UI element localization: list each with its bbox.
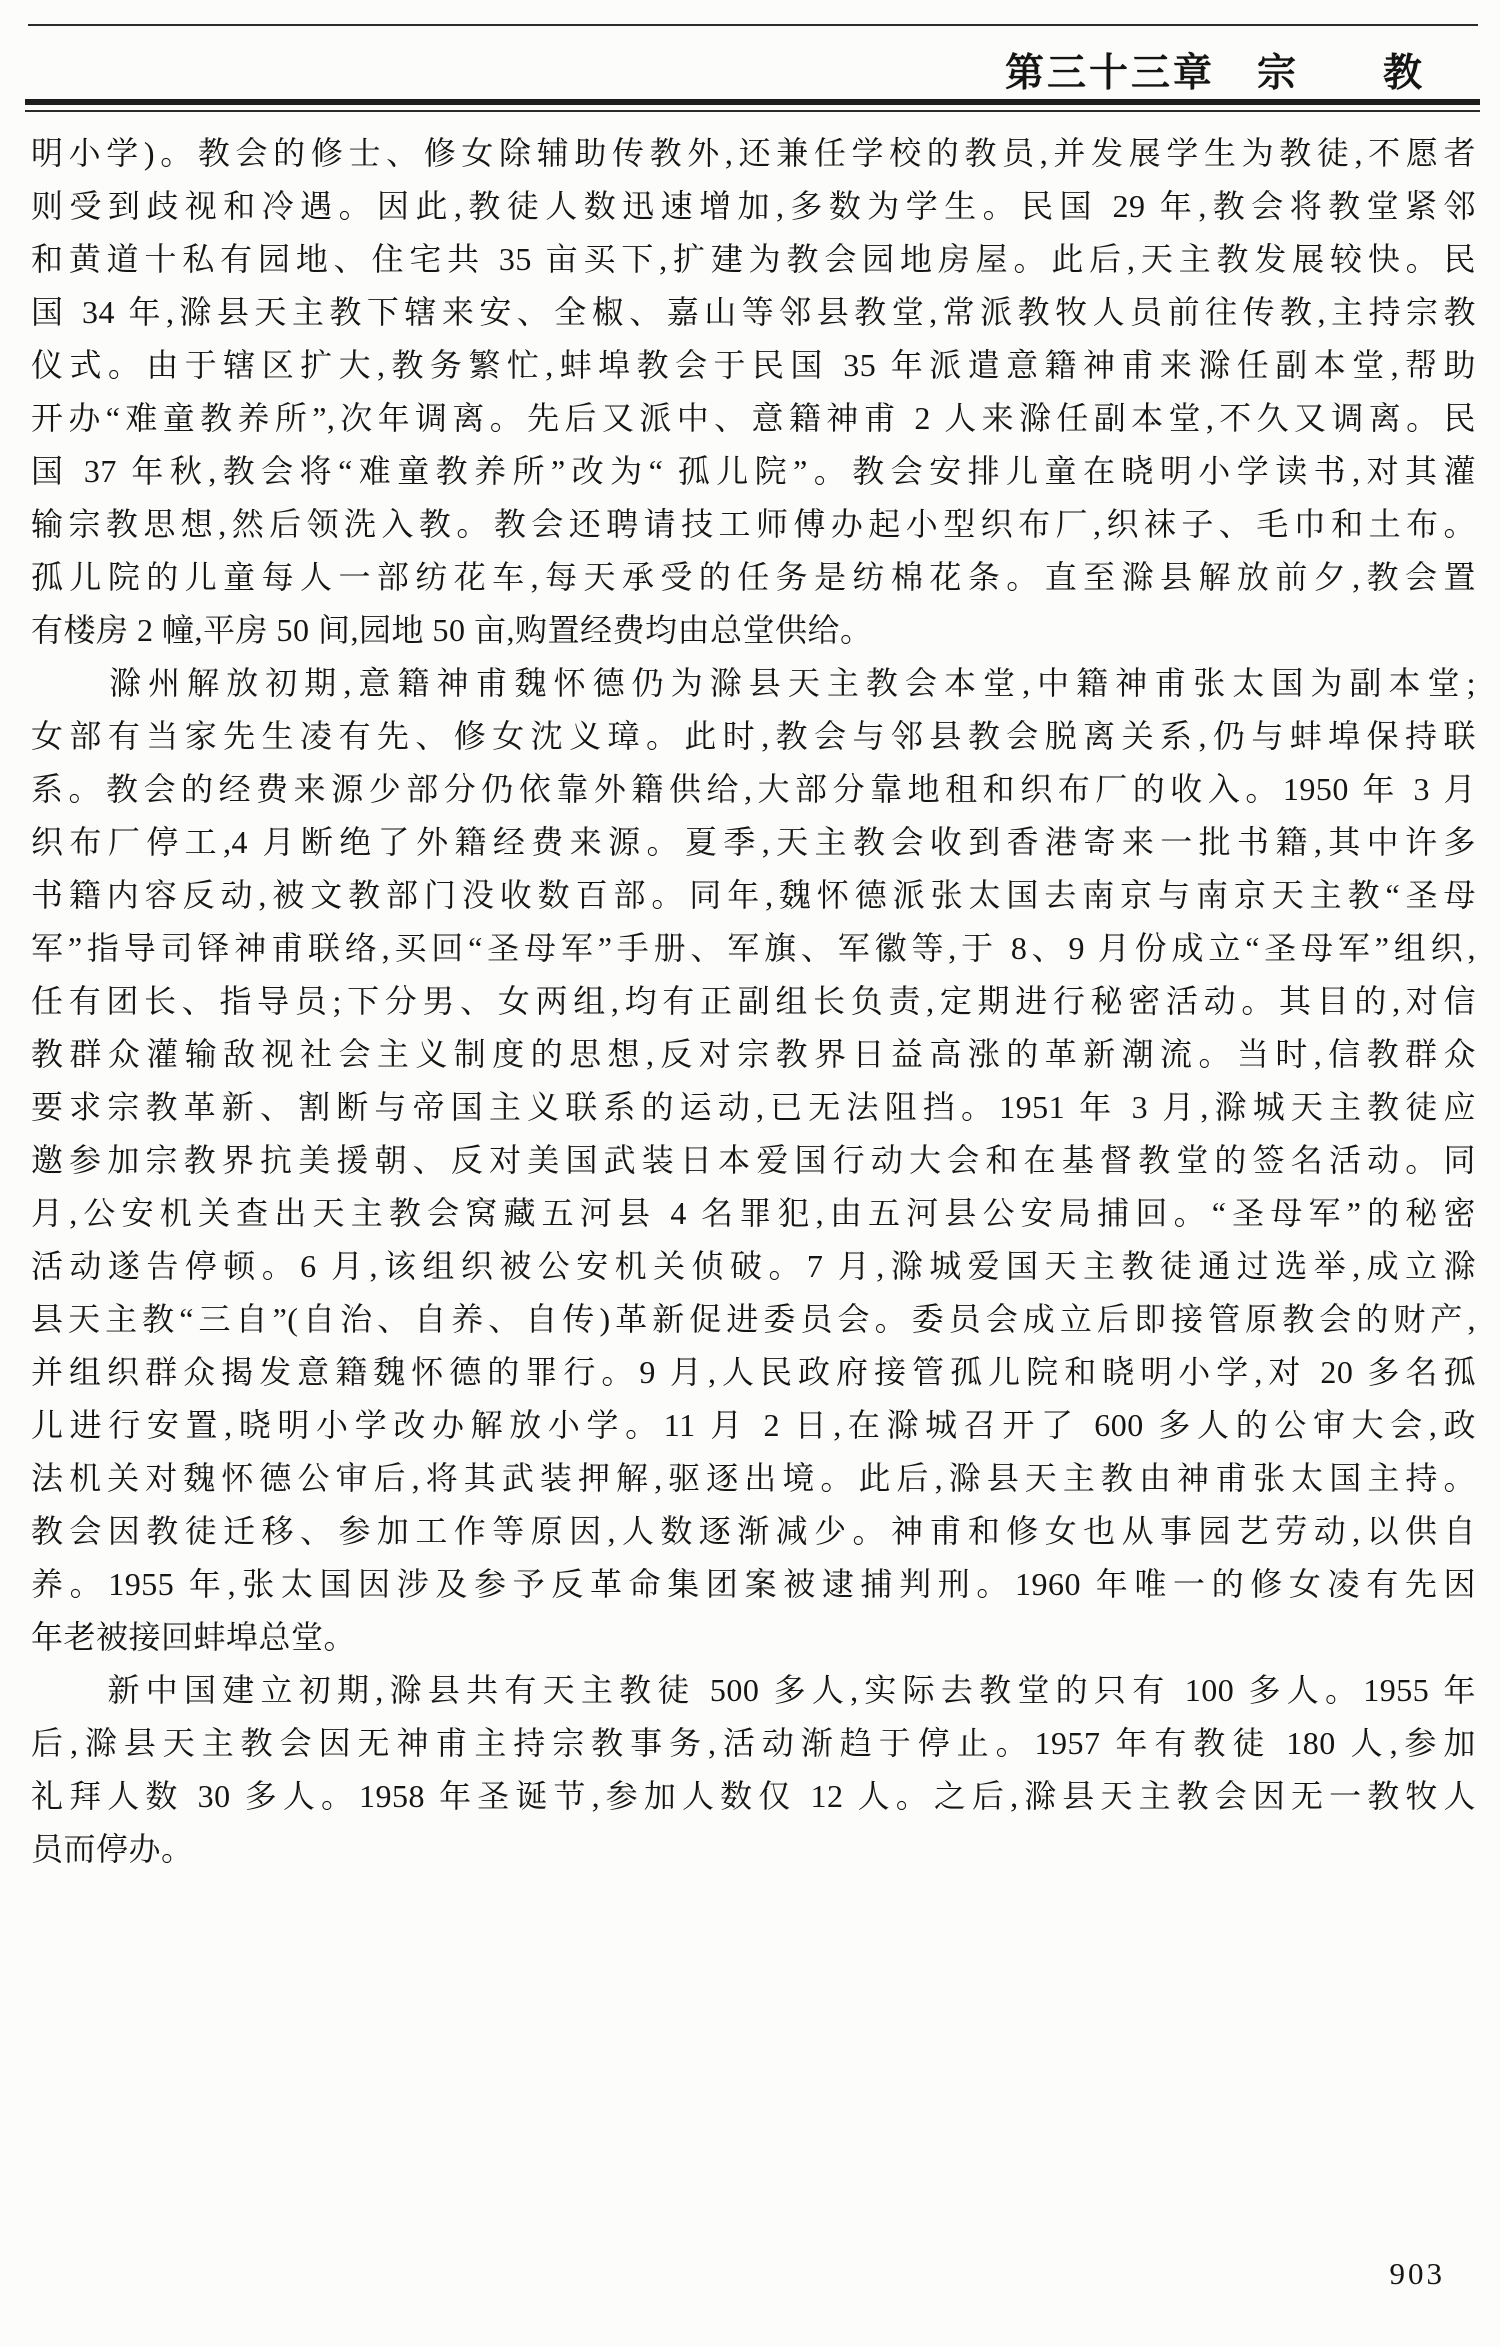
- text-line: 系。教会的经费来源少部分仍依靠外籍供给,大部分靠地租和织布厂的收入。1950 年 3 月: [31, 771, 1476, 807]
- text-line: 输宗教思想,然后领洗入教。教会还聘请技工师傅办起小型织布厂,织袜子、毛巾和土布。: [31, 506, 1476, 542]
- text-line: 月,公安机关查出天主教会窝藏五河县 4 名罪犯,由五河县公安局捕回。“圣母军”的秘密: [31, 1195, 1476, 1231]
- text-line: 任有团长、指导员;下分男、女两组,均有正副组长负责,定期进行秘密活动。其目的,对信: [31, 983, 1476, 1019]
- text-line: 法机关对魏怀德公审后,将其武装押解,驱逐出境。此后,滁县天主教由神甫张太国主持。: [31, 1460, 1476, 1496]
- text-line: 邀参加宗教界抗美援朝、反对美国武装日本爱国行动大会和在基督教堂的签名活动。同: [31, 1142, 1476, 1178]
- page-number: 903: [1389, 2256, 1445, 2291]
- text-line: 年老被接回蚌埠总堂。: [31, 1619, 357, 1655]
- text-line: 要求宗教革新、割断与帝国主义联系的运动,已无法阻挡。1951 年 3 月,滁城天主教徒应: [31, 1089, 1476, 1125]
- text-line: 开办“难童教养所”,次年调离。先后又派中、意籍神甫 2 人来滁任副本堂,不久又调离。民: [31, 400, 1476, 436]
- text-line: 军”指导司铎神甫联络,买回“圣母军”手册、军旗、军徽等,于 8、9 月份成立“圣母军”组织,: [31, 930, 1476, 966]
- text-line: 织布厂停工,4 月断绝了外籍经费来源。夏季,天主教会收到香港寄来一批书籍,其中许多: [31, 824, 1476, 860]
- text-line: 养。1955 年,张太国因涉及参予反革命集团案被逮捕判刑。1960 年唯一的修女凌有先因: [31, 1566, 1476, 1602]
- text-line: 明小学)。教会的修士、修女除辅助传教外,还兼任学校的教员,并发展学生为教徒,不愿者: [31, 135, 1476, 171]
- chapter-header: 第三十三章 宗 教: [1004, 52, 1425, 95]
- body-text: [31, 127, 1476, 1876]
- text-line: 仪式。由于辖区扩大,教务繁忙,蚌埠教会于民国 35 年派遣意籍神甫来滁任副本堂,帮助: [31, 347, 1476, 383]
- text-line: 则受到歧视和冷遇。因此,教徒人数迅速增加,多数为学生。民国 29 年,教会将教堂紧邻: [31, 188, 1476, 224]
- text-line: 新中国建立初期,滁县共有天主教徒 500 多人,实际去教堂的只有 100 多人。1955 年: [31, 1672, 1476, 1708]
- text-line: 礼拜人数 30 多人。1958 年圣诞节,参加人数仅 12 人。之后,滁县天主教会因无一教牧人: [31, 1778, 1476, 1814]
- text-line: 后,滁县天主教会因无神甫主持宗教事务,活动渐趋于停止。1957 年有教徒 180 人,参加: [31, 1725, 1476, 1761]
- text-line: 孤儿院的儿童每人一部纺花车,每天承受的任务是纺棉花条。直至滁县解放前夕,教会置: [31, 559, 1476, 595]
- header-rule-thin: [25, 110, 1480, 112]
- top-rule: [28, 24, 1478, 26]
- text-line: 滁州解放初期,意籍神甫魏怀德仍为滁县天主教会本堂,中籍神甫张太国为副本堂;: [31, 665, 1476, 701]
- text-line: 和黄道十私有园地、住宅共 35 亩买下,扩建为教会园地房屋。此后,天主教发展较快。民: [31, 241, 1476, 277]
- header-rule-thick: [25, 99, 1480, 105]
- text-line: 国 34 年,滁县天主教下辖来安、全椒、嘉山等邻县教堂,常派教牧人员前往传教,主持宗教: [31, 294, 1476, 330]
- text-line: 教群众灌输敌视社会主义制度的思想,反对宗教界日益高涨的革新潮流。当时,信教群众: [31, 1036, 1476, 1072]
- text-line: 县天主教“三自”(自治、自养、自传)革新促进委员会。委员会成立后即接管原教会的财产,: [31, 1301, 1476, 1337]
- text-line: 儿进行安置,晓明小学改办解放小学。11 月 2 日,在滁城召开了 600 多人的公审大会,政: [31, 1407, 1476, 1443]
- text-line: 活动遂告停顿。6 月,该组织被公安机关侦破。7 月,滁城爱国天主教徒通过选举,成立滁: [31, 1248, 1476, 1284]
- text-line: 并组织群众揭发意籍魏怀德的罪行。9 月,人民政府接管孤儿院和晓明小学,对 20 多名孤: [31, 1354, 1476, 1390]
- text-line: 员而停办。: [31, 1831, 194, 1867]
- text-line: 国 37 年秋,教会将“难童教养所”改为“ 孤儿院”。教会安排儿童在晓明小学读书,对其灌: [31, 453, 1476, 489]
- text-line: 有楼房 2 幢,平房 50 间,园地 50 亩,购置经费均由总堂供给。: [31, 612, 873, 648]
- text-line: 女部有当家先生凌有先、修女沈义璋。此时,教会与邻县教会脱离关系,仍与蚌埠保持联: [31, 718, 1476, 754]
- text-line: 书籍内容反动,被文教部门没收数百部。同年,魏怀德派张太国去南京与南京天主教“圣母: [31, 877, 1476, 913]
- text-line: 教会因教徒迁移、参加工作等原因,人数逐渐减少。神甫和修女也从事园艺劳动,以供自: [31, 1513, 1476, 1549]
